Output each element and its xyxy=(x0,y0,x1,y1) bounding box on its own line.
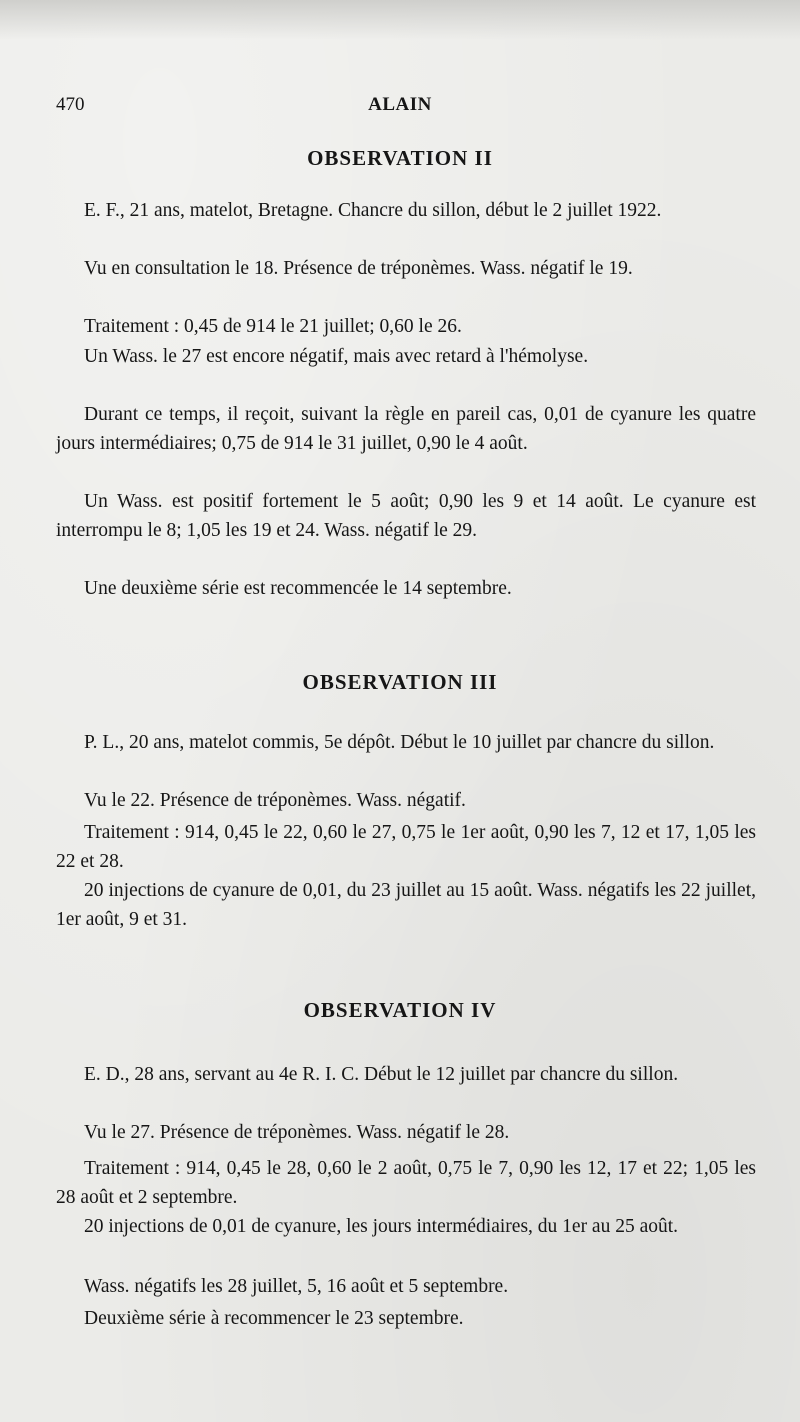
paragraph: Un Wass. est positif fortement le 5 août; 0,90 les 9 et 14 août. Le cyanure est interrompu le 8; 1,05 les 19 et 24. Wass. négatif le 29. xyxy=(56,491,756,541)
paragraph: Durant ce temps, il reçoit, suivant la règle en pareil cas, 0,01 de cyanure les quatre jours intermédiaires; 0,75 de 914 le 31 juillet, 0,90 le 4 août. xyxy=(56,404,756,454)
observation-heading: OBSERVATION III xyxy=(302,670,498,694)
running-title: ALAIN xyxy=(368,94,432,115)
page-number: 470 xyxy=(56,94,85,115)
paragraph: Traitement : 0,45 de 914 le 21 juillet; 0,60 le 26. xyxy=(84,316,462,337)
observation-heading: OBSERVATION II xyxy=(307,146,493,170)
paragraph: Wass. négatifs les 28 juillet, 5, 16 août et 5 septembre. xyxy=(84,1276,509,1297)
paragraph: Traitement : 914, 0,45 le 22, 0,60 le 27, 0,75 le 1er août, 0,90 les 7, 12 et 17, 1,05 les 22 et 28. xyxy=(56,822,756,872)
paragraph: Vu le 22. Présence de tréponèmes. Wass. négatif. xyxy=(84,790,466,811)
paragraph: 20 injections de 0,01 de cyanure, les jours intermédiaires, du 1er au 25 août. xyxy=(84,1216,679,1237)
paragraph: Deuxième série à recommencer le 23 septembre. xyxy=(84,1308,464,1329)
paragraph: 20 injections de cyanure de 0,01, du 23 juillet au 15 août. Wass. négatifs les 22 juillet, 1er août, 9 et 31. xyxy=(56,880,756,930)
paragraph: Vu le 27. Présence de tréponèmes. Wass. négatif le 28. xyxy=(84,1122,510,1143)
paragraph: Traitement : 914, 0,45 le 28, 0,60 le 2 août, 0,75 le 7, 0,90 les 12, 17 et 22; 1,05 les 28 août et 2 septembre. xyxy=(56,1158,756,1208)
paragraph: Un Wass. le 27 est encore négatif, mais avec retard à l'hémolyse. xyxy=(84,346,589,367)
paragraph: E. D., 28 ans, servant au 4e R. I. C. Début le 12 juillet par chancre du sillon. xyxy=(84,1064,679,1085)
paragraph: P. L., 20 ans, matelot commis, 5e dépôt. Début le 10 juillet par chancre du sillon. xyxy=(84,732,715,753)
paragraph: Vu en consultation le 18. Présence de tréponèmes. Wass. négatif le 19. xyxy=(84,258,633,279)
paragraph: Une deuxième série est recommencée le 14 septembre. xyxy=(84,578,512,599)
observation-heading: OBSERVATION IV xyxy=(303,998,497,1022)
running-head xyxy=(56,94,744,118)
paragraph: E. F., 21 ans, matelot, Bretagne. Chancre du sillon, début le 2 juillet 1922. xyxy=(84,200,662,221)
